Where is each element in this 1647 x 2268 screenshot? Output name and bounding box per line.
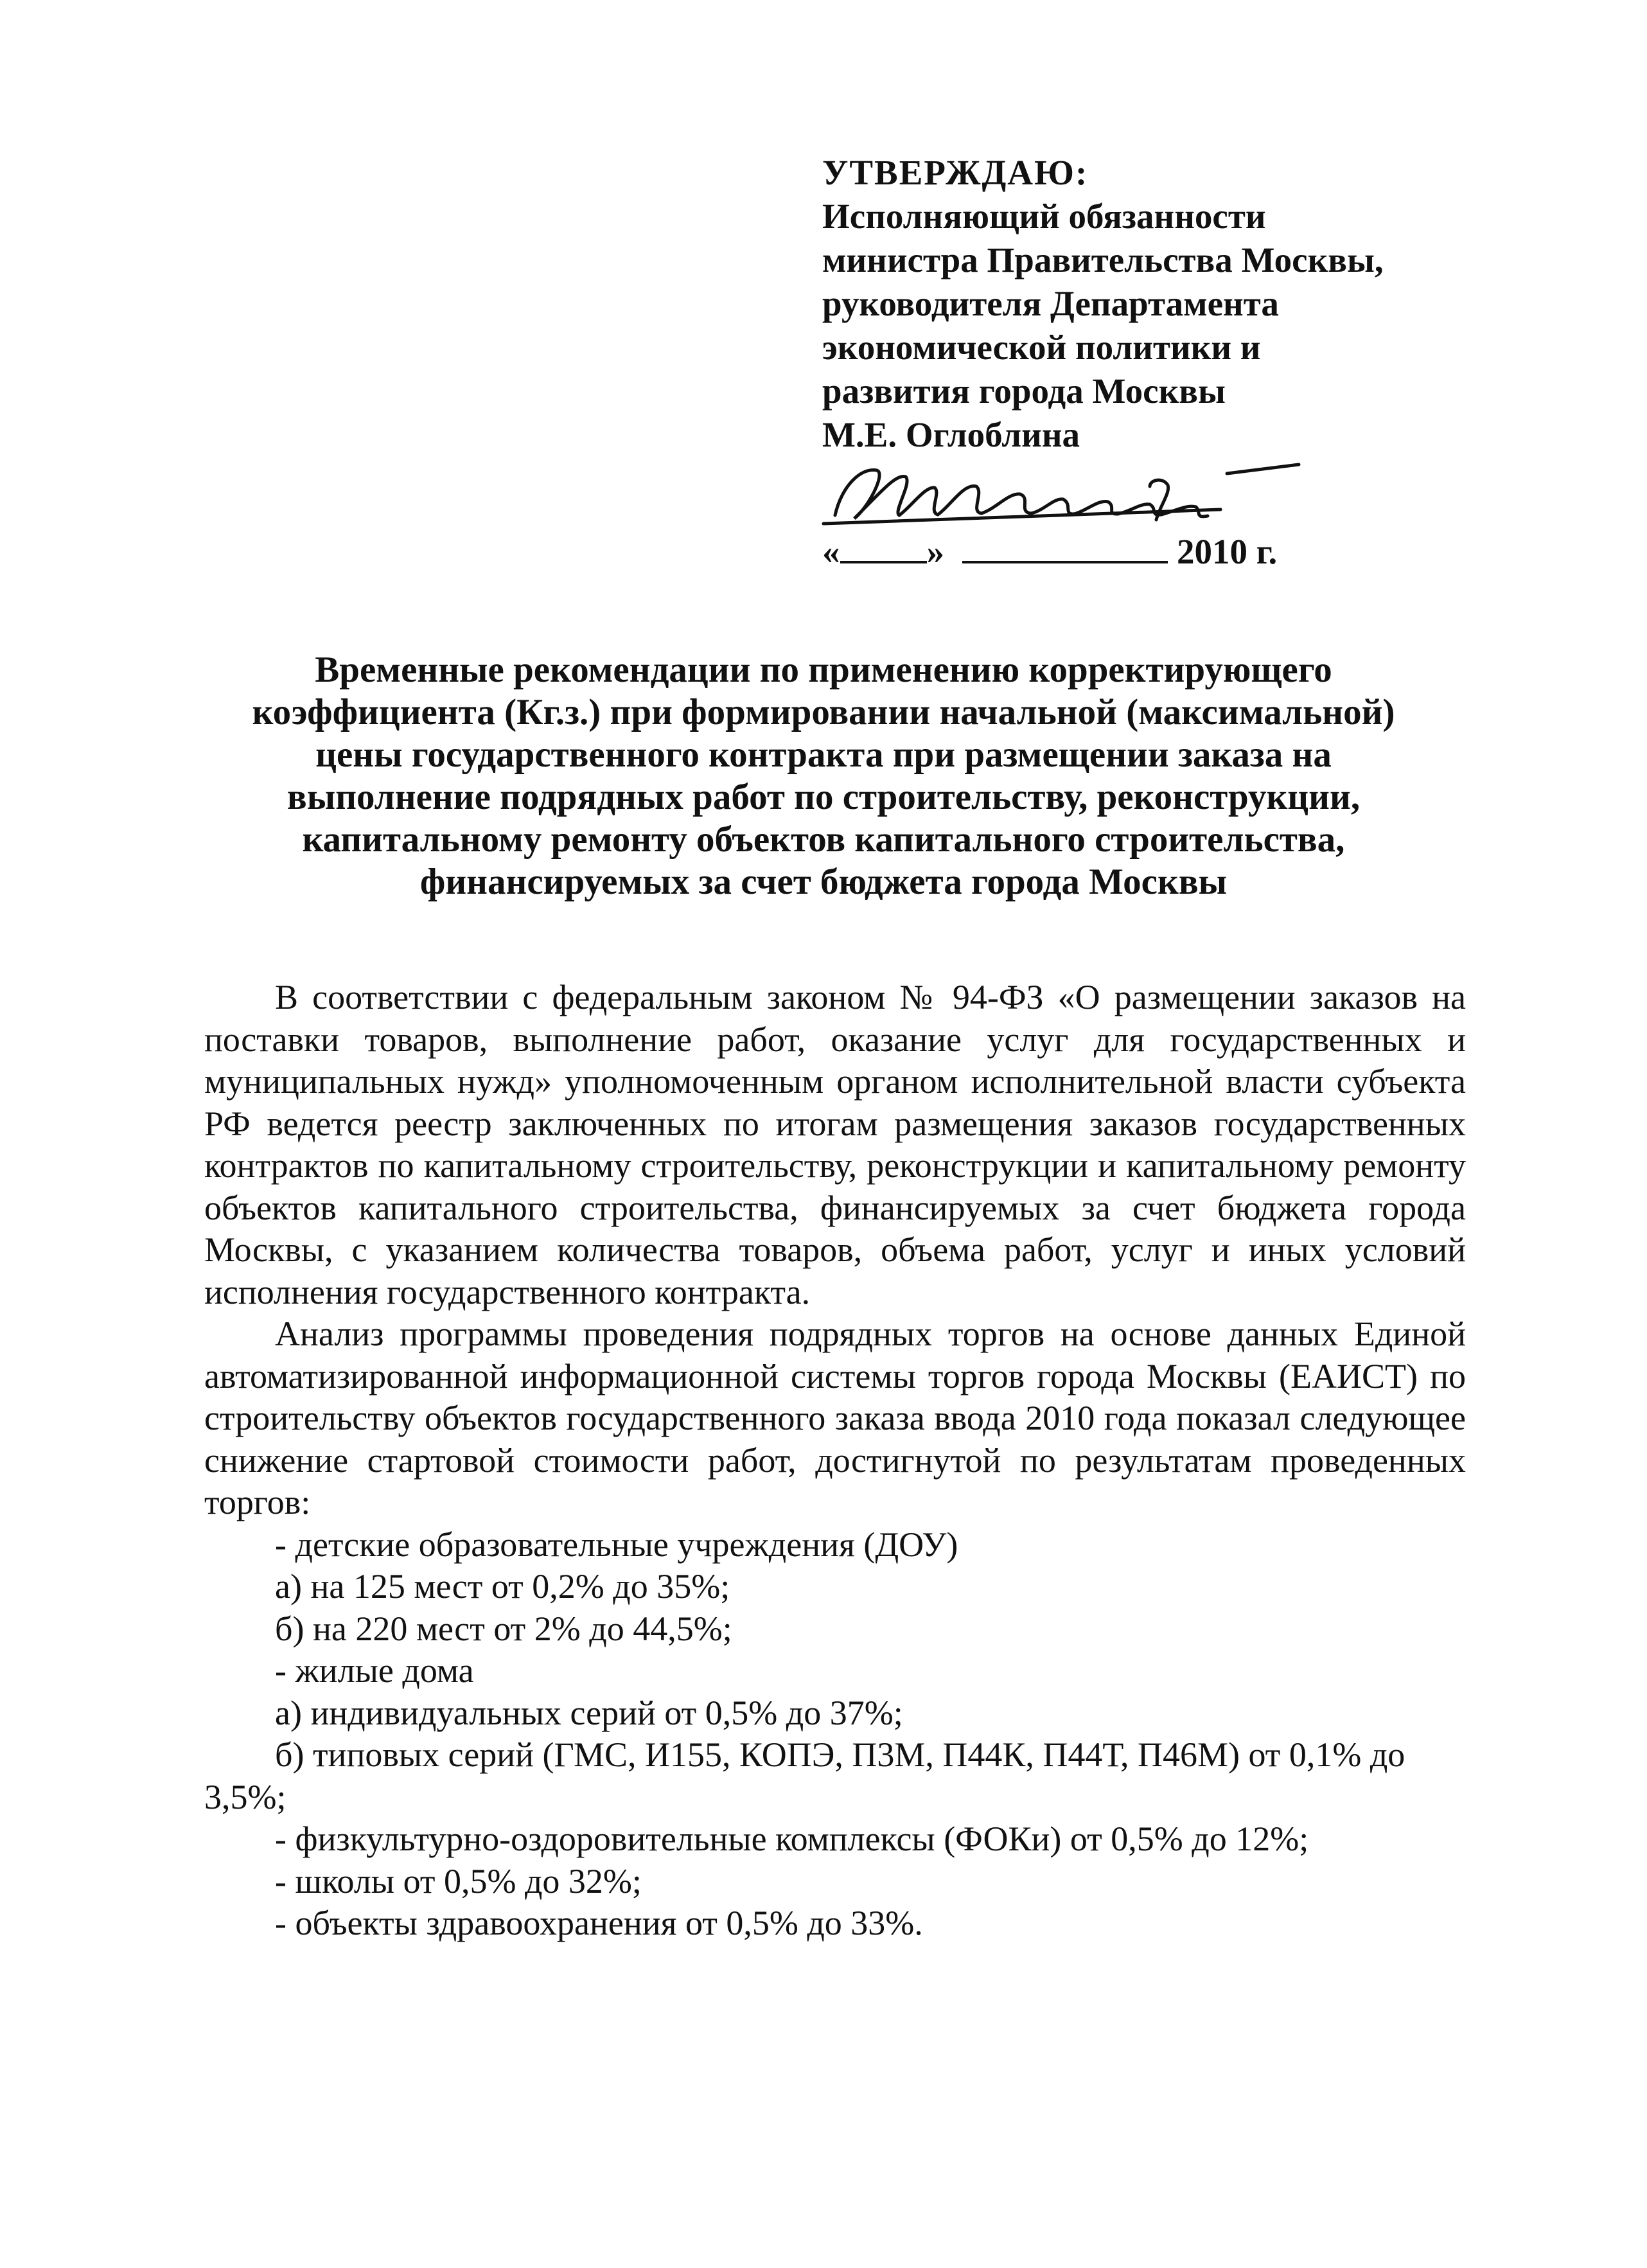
list-item: а) на 125 мест от 0,2% до 35%; bbox=[275, 1567, 730, 1606]
list-item: - школы от 0,5% до 32%; bbox=[275, 1861, 642, 1900]
date-month-blank bbox=[962, 533, 1168, 563]
body-paragraph: Анализ программы проведения подрядных торгов на основе данных Единой автоматизированной информационной системы торгов города Москвы (ЕАИСТ) по строительству объектов государственного заказа ввода 2010 года показал следующее снижение стартовой стоимости работ, достигнутой по результатам проведенных торгов: bbox=[204, 1315, 1466, 1521]
list-item: а) индивидуальных серий от 0,5% до 37%; bbox=[275, 1693, 903, 1732]
approval-heading: УТВЕРЖДАЮ: bbox=[822, 153, 1089, 192]
list-item: б) типовых серий (ГМС, И155, КОПЭ, П3М, П44К, П44Т, П46М) от 0,1% до 3,5%; bbox=[204, 1735, 1405, 1816]
signature bbox=[822, 453, 1465, 530]
title-line: финансируемых за счет бюджета города Москвы bbox=[419, 862, 1228, 902]
body-paragraph: В соответствии с федеральным законом № 94-ФЗ «О размещении заказов на поставки товаров, выполнение работ, оказание услуг для государственных и муниципальных нужд» уполномоченным органом исполнительной власти субъекта РФ ведется реестр заключенных по итогам размещения заказов государственных контрактов по капитальному строительству, реконструкции и капитальному ремонту объектов капитального строительства, финансируемых за счет бюджета города Москвы, с указанием количества товаров, объема работ, услуг и иных условий исполнения государственного контракта. bbox=[204, 978, 1466, 1311]
approval-date bbox=[822, 530, 1465, 574]
list-item: - жилые дома bbox=[275, 1651, 474, 1690]
reduction-list bbox=[204, 1524, 1466, 1945]
handwritten-signature-icon bbox=[816, 448, 1304, 531]
approval-block bbox=[822, 151, 1465, 574]
list-item: - объекты здравоохранения от 0,5% до 33%. bbox=[275, 1904, 923, 1942]
list-item: б) на 220 мест от 2% до 44,5%; bbox=[275, 1609, 732, 1648]
date-open-quote: « bbox=[822, 532, 840, 571]
approval-line: развития города Москвы bbox=[822, 371, 1226, 411]
title-line: капитальному ремонту объектов капитального строительства, bbox=[302, 819, 1345, 860]
approval-line: экономической политики и bbox=[822, 328, 1261, 367]
title-line: выполнение подрядных работ по строительству, реконструкции, bbox=[286, 777, 1361, 817]
date-close-quote: » bbox=[926, 532, 944, 571]
date-year: 2010 г. bbox=[1177, 532, 1278, 571]
list-item: - физкультурно-оздоровительные комплексы (ФОКи) от 0,5% до 12%; bbox=[275, 1820, 1309, 1858]
approval-line: руководителя Департамента bbox=[822, 284, 1279, 323]
title-line: коэффициента (Кг.з.) при формировании начальной (максимальной) bbox=[252, 692, 1395, 732]
approval-line: Исполняющий обязанности bbox=[822, 197, 1266, 236]
list-item: - детские образовательные учреждения (ДОУ) bbox=[275, 1525, 958, 1564]
title-line: цены государственного контракта при размещении заказа на bbox=[315, 734, 1332, 775]
approver-name: М.Е. Оглоблина bbox=[822, 415, 1080, 454]
approval-line: министра Правительства Москвы, bbox=[822, 240, 1384, 279]
document-body bbox=[204, 977, 1466, 1945]
title-line: Временные рекомендации по применению корректирующего bbox=[315, 650, 1332, 690]
document-title bbox=[167, 649, 1480, 903]
date-day-blank bbox=[840, 533, 927, 563]
